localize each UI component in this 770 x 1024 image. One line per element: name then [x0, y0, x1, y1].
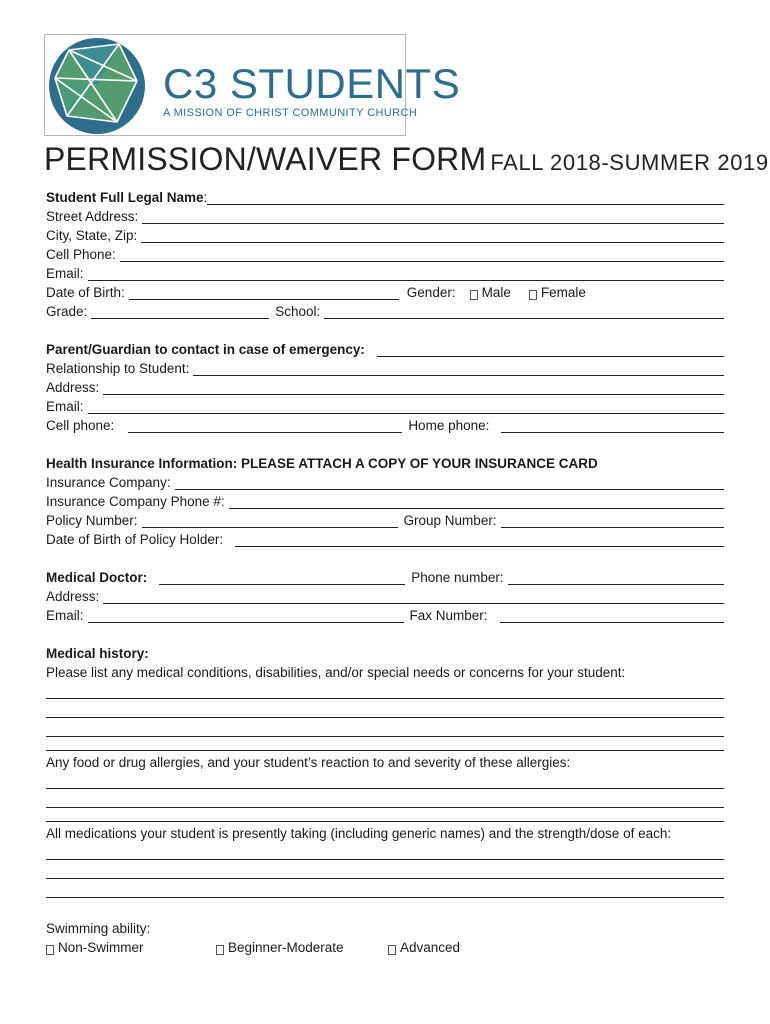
form-title-period: FALL 2018-SUMMER 2019: [490, 150, 769, 175]
female-checkbox[interactable]: [529, 290, 537, 300]
medical-history-heading: Medical history:: [46, 646, 149, 661]
parent-email-label: Email:: [46, 399, 84, 414]
conditions-line[interactable]: [46, 718, 724, 737]
allergies-prompt: Any food or drug allergies, and your student’s reaction to and severity of these allergies:: [46, 755, 571, 770]
insurance-phone-label: Insurance Company Phone #:: [46, 494, 225, 509]
home-phone-label: Home phone:: [408, 418, 490, 433]
relationship-field[interactable]: [193, 362, 724, 376]
city-state-zip-field[interactable]: [141, 229, 724, 243]
allergies-line[interactable]: [46, 770, 724, 789]
advanced-label: Advanced: [400, 940, 461, 955]
conditions-prompt: Please list any medical conditions, disabilities, and/or special needs or concerns for your student:: [46, 665, 626, 680]
medications-line[interactable]: [46, 841, 724, 860]
student-email-field[interactable]: [88, 267, 724, 281]
doctor-email-label: Email:: [46, 608, 84, 623]
gender-label: Gender:: [406, 285, 456, 300]
beginner-label: Beginner-Moderate: [228, 940, 344, 955]
student-name-label: Student Full Legal Name: [46, 190, 204, 205]
conditions-line[interactable]: [46, 737, 724, 751]
street-address-label: Street Address:: [46, 209, 139, 224]
policy-number-field[interactable]: [142, 514, 398, 528]
non-swimmer-label: Non-Swimmer: [58, 940, 144, 955]
insurance-company-label: Insurance Company:: [46, 475, 171, 490]
insurance-company-field[interactable]: [175, 476, 724, 490]
doctor-email-field[interactable]: [88, 609, 404, 623]
conditions-line[interactable]: [46, 699, 724, 718]
group-number-label: Group Number:: [403, 513, 497, 528]
student-name-field[interactable]: [207, 191, 724, 205]
form-title-main: PERMISSION/WAIVER FORM: [44, 141, 487, 177]
geometric-circle-icon: [47, 36, 147, 136]
holder-dob-label: Date of Birth of Policy Holder:: [46, 532, 224, 547]
waiver-form: [46, 186, 724, 955]
insurance-heading: Health Insurance Information: PLEASE ATTACH A COPY OF YOUR INSURANCE CARD: [46, 456, 598, 471]
allergies-line[interactable]: [46, 789, 724, 808]
grade-label: Grade:: [46, 304, 88, 319]
student-name-row: Student Full Legal Name :: [46, 186, 724, 205]
fax-number-field[interactable]: [500, 609, 724, 623]
city-state-zip-label: City, State, Zip:: [46, 228, 138, 243]
swimming-heading: Swimming ability:: [46, 921, 151, 936]
parent-address-field[interactable]: [103, 381, 724, 395]
non-swimmer-checkbox[interactable]: [46, 945, 54, 955]
dob-label: Date of Birth:: [46, 285, 125, 300]
logo-name: C3 STUDENTS: [163, 60, 461, 107]
male-label: Male: [481, 285, 511, 300]
school-label: School:: [275, 304, 321, 319]
doctor-phone-label: Phone number:: [411, 570, 504, 585]
dob-field[interactable]: [129, 286, 399, 300]
student-email-label: Email:: [46, 266, 84, 281]
beginner-checkbox[interactable]: [216, 945, 224, 955]
doctor-address-label: Address:: [46, 589, 100, 604]
doctor-phone-field[interactable]: [508, 571, 724, 585]
doctor-address-field[interactable]: [103, 590, 724, 604]
group-number-field[interactable]: [501, 514, 724, 528]
school-field[interactable]: [324, 305, 724, 319]
c3-logo: [44, 34, 461, 136]
advanced-checkbox[interactable]: [388, 945, 396, 955]
parent-email-field[interactable]: [88, 400, 724, 414]
medications-line[interactable]: [46, 860, 724, 879]
doctor-heading: Medical Doctor:: [46, 570, 148, 585]
parent-cell-field[interactable]: [128, 419, 402, 433]
insurance-phone-field[interactable]: [229, 495, 724, 509]
fax-number-label: Fax Number:: [409, 608, 488, 623]
form-title: [44, 143, 769, 175]
parent-address-label: Address:: [46, 380, 100, 395]
female-label: Female: [540, 285, 586, 300]
medications-prompt: All medications your student is presently taking (including generic names) and the strength/dose of each:: [46, 826, 672, 841]
student-cell-label: Cell Phone:: [46, 247, 116, 262]
relationship-label: Relationship to Student:: [46, 361, 190, 376]
allergies-line[interactable]: [46, 808, 724, 822]
conditions-line[interactable]: [46, 680, 724, 699]
student-cell-field[interactable]: [120, 248, 724, 262]
logo-subtitle: A MISSION OF CHRIST COMMUNITY CHURCH: [163, 107, 418, 119]
medications-line[interactable]: [46, 879, 724, 898]
doctor-name-field[interactable]: [159, 571, 405, 585]
policy-number-label: Policy Number:: [46, 513, 138, 528]
grade-field[interactable]: [91, 305, 269, 319]
holder-dob-field[interactable]: [235, 533, 724, 547]
parent-heading: Parent/Guardian to contact in case of emergency:: [46, 342, 365, 357]
parent-cell-label: Cell phone:: [46, 418, 115, 433]
home-phone-field[interactable]: [501, 419, 724, 433]
male-checkbox[interactable]: [470, 290, 478, 300]
parent-name-field[interactable]: [377, 343, 724, 357]
street-address-field[interactable]: [142, 210, 724, 224]
